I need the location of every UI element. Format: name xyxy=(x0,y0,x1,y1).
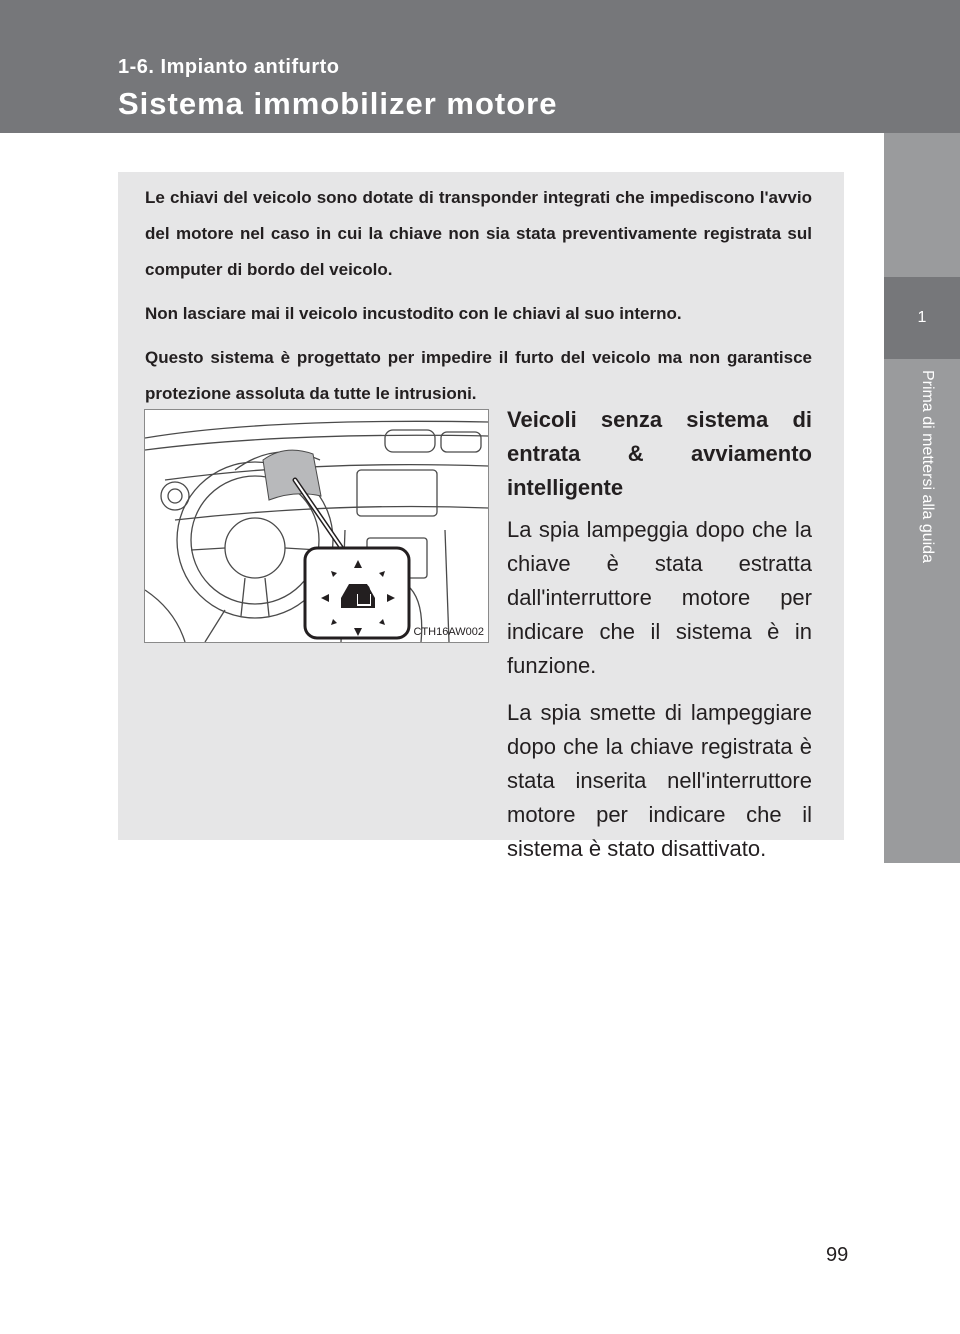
page-header xyxy=(0,0,960,133)
dashboard-drawing xyxy=(145,410,488,642)
section-paragraph-1: La spia lampeggia dopo che la chiave è stata estratta dall'interruttore motore per indicare che il sistema è in funzione. xyxy=(507,517,812,678)
intro-paragraph-2: Non lasciare mai il veicolo incustodito con le chiavi al suo interno. xyxy=(145,304,682,323)
dashboard-illustration xyxy=(144,409,489,643)
intro-paragraph-1: Le chiavi del veicolo sono dotate di transponder integrati che impediscono l'avvio del motore nel caso in cui la chiave non sia stata preventivamente registrata sul computer di bordo del veicolo. xyxy=(145,188,812,279)
chapter-number: 1 xyxy=(884,277,960,359)
chapter-label: Prima di mettersi alla guida xyxy=(919,370,936,563)
section-paragraph-2: La spia smette di lampeggiare dopo che la chiave registrata è stata inserita nell'interruttore motore per indicare che il sistema è stato disattivato. xyxy=(507,700,812,861)
figure-code: CTH16AW002 xyxy=(413,626,484,638)
page-number: 99 xyxy=(826,1244,849,1266)
section-heading: Veicoli senza sistema di entrata & avviamento intelligente xyxy=(507,407,812,500)
intro-paragraph-3: Questo sistema è progettato per impedire il furto del veicolo ma non garantisce protezione assoluta da tutte le intrusioni. xyxy=(145,348,812,403)
section-label: 1-6. Impianto antifurto xyxy=(118,56,340,78)
intro-text xyxy=(145,180,812,420)
page-title: Sistema immobilizer motore xyxy=(118,86,558,121)
section-content xyxy=(507,403,812,879)
